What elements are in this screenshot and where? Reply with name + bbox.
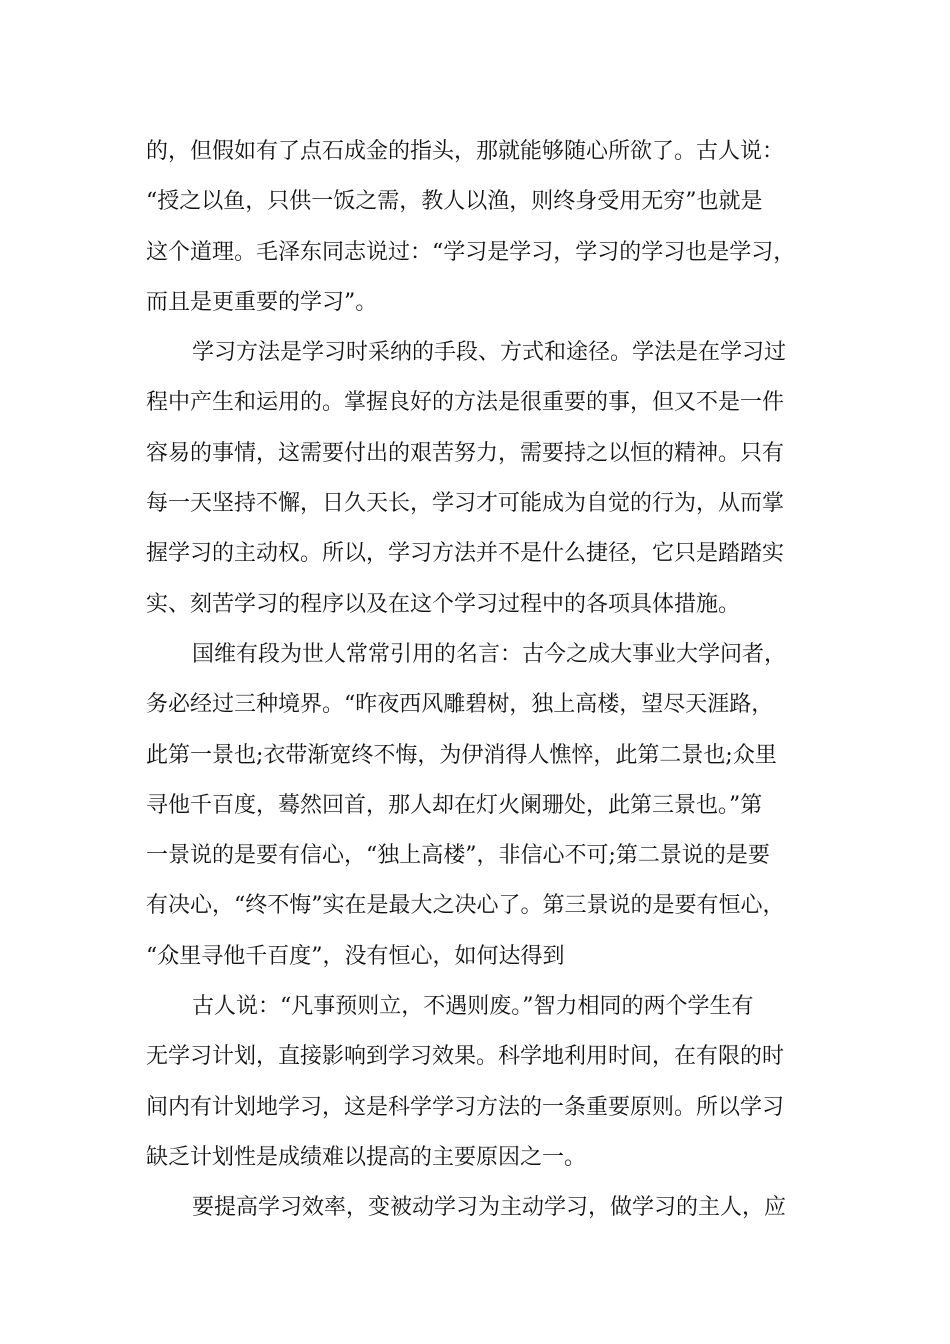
paragraph-2	[146, 328, 811, 630]
paragraph-3	[146, 630, 811, 982]
text-line: 间内有计划地学习，这是科学学习方法的一条重要原则。所以学习	[146, 1094, 785, 1120]
text-line: 容易的事情，这需要付出的艰苦努力，需要持之以恒的精神。只有	[146, 440, 785, 466]
text-line: 务必经过三种境界。“昨夜西风雕碧树，独上高楼，望尽天涯路，	[146, 692, 774, 718]
text-line: 寻他千百度，蓦然回首，那人却在灯火阑珊处，此第三景也。”第	[146, 792, 763, 818]
text-line: “众里寻他千百度”，没有恒心，如何达得到	[146, 943, 565, 969]
text-line: 实、刻苦学习的程序以及在这个学习过程中的各项具体措施。	[146, 591, 741, 617]
body-text	[146, 127, 811, 1234]
paragraph-5	[146, 1183, 811, 1233]
text-line: 学习方法是学习时采纳的手段、方式和途径。学法是在学习过	[192, 340, 787, 366]
text-line: 古人说：“凡事预则立，不遇则废。”智力相同的两个学生有	[192, 994, 754, 1020]
text-line: 有决心，“终不悔”实在是最大之决心了。第三景说的是要有恒心，	[146, 893, 785, 919]
text-line: 此第一景也;衣带渐宽终不悔，为伊消得人憔悴，此第二景也;众里	[146, 742, 777, 768]
text-line: 的，但假如有了点石成金的指头，那就能够随心所欲了。古人说：	[146, 139, 785, 164]
text-line: “授之以鱼，只供一饭之需，教人以渔，则终身受用无穷”也就是	[146, 189, 763, 215]
paragraph-1	[146, 127, 811, 328]
text-line: 国维有段为世人常常引用的名言：古今之成大事业大学问者，	[192, 641, 787, 667]
text-line: 而且是更重要的学习”。	[146, 289, 378, 315]
text-line: 缺乏计划性是成绩难以提高的主要原因之一。	[146, 1144, 587, 1170]
text-line: 每一天坚持不懈，日久天长，学习才可能成为自觉的行为，从而掌	[146, 491, 785, 517]
text-line: 一景说的是要有信心，“独上高楼”，非信心不可;第二景说的是要	[146, 843, 770, 869]
paragraph-4	[146, 982, 811, 1183]
text-line: 这个道理。毛泽东同志说过：“学习是学习，学习的学习也是学习，	[146, 239, 796, 265]
text-line: 无学习计划，直接影响到学习效果。科学地利用时间，在有限的时	[146, 1044, 785, 1070]
text-line: 程中产生和运用的。掌握良好的方法是很重要的事，但又不是一件	[146, 390, 785, 416]
text-line: 要提高学习效率，变被动学习为主动学习，做学习的主人，应	[192, 1195, 787, 1221]
text-line: 握学习的主动权。所以，学习方法并不是什么捷径，它只是踏踏实	[146, 541, 785, 567]
